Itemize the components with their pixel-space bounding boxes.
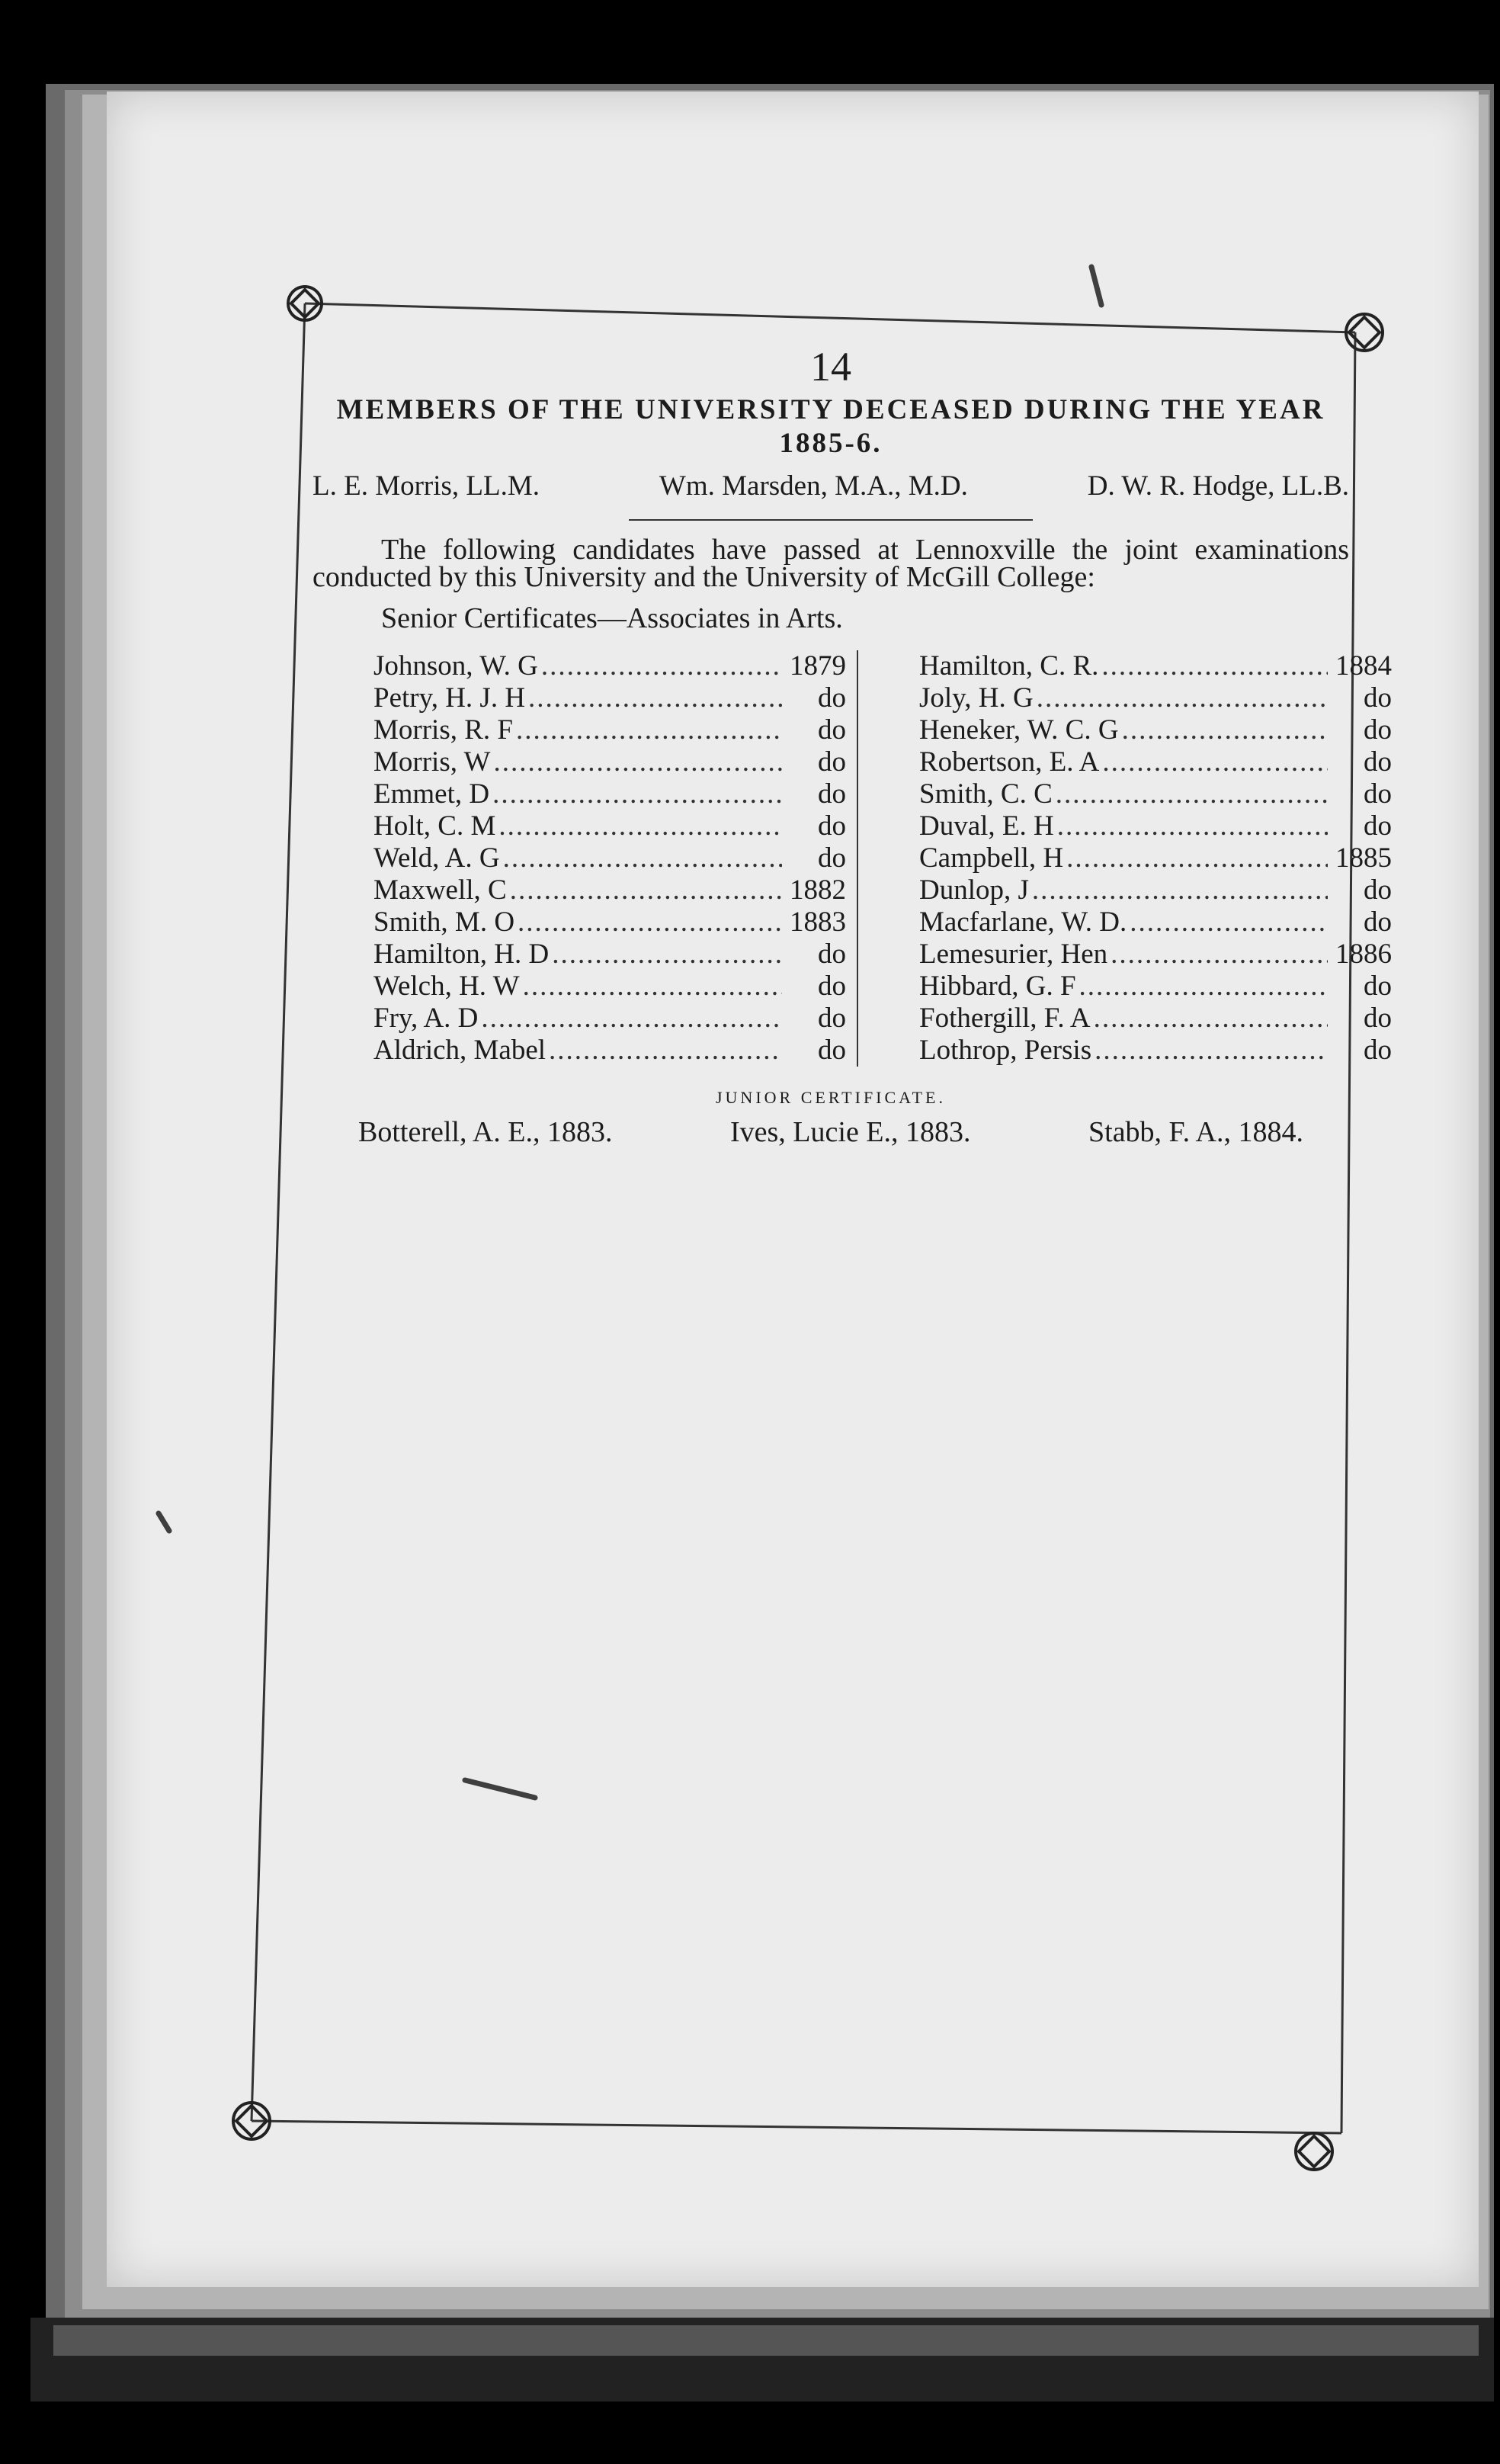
- list-item: Heneker, W. C. G ..... do: [919, 714, 1392, 746]
- list-item: Hibbard, G. F ..... do: [919, 971, 1392, 1003]
- senior-right-column: [858, 650, 1392, 1067]
- page-number: 14: [810, 344, 851, 390]
- list-item: Lemesurier, Hen ..... 1886: [919, 938, 1392, 971]
- list-item: Johnson, W. G ..... 1879: [373, 650, 846, 682]
- list-item: Holt, C. M ..... do: [373, 810, 846, 842]
- divider: [629, 519, 1033, 521]
- list-item: Robertson, E. A ..... do: [919, 746, 1392, 778]
- book-bottom-edge: [30, 2318, 1494, 2401]
- list-item: Dunlop, J ..... do: [919, 874, 1392, 906]
- list-item: Smith, C. C ..... do: [919, 778, 1392, 810]
- list-item: Emmet, D ..... do: [373, 778, 846, 810]
- list-item: Fry, A. D ..... do: [373, 1003, 846, 1035]
- list-item: Welch, H. W ..... do: [373, 971, 846, 1003]
- list-item: Botterell, A. E., 1883.: [358, 1116, 613, 1148]
- list-item: Stabb, F. A., 1884.: [1088, 1116, 1303, 1148]
- list-item: Lothrop, Persis ..... do: [919, 1035, 1392, 1067]
- list-item: Ives, Lucie E., 1883.: [730, 1116, 971, 1148]
- page-title: MEMBERS OF THE UNIVERSITY DECEASED DURING THE YEAR 1885-6.: [336, 394, 1325, 459]
- junior-certificate-list: [312, 1115, 1349, 1149]
- senior-certificates-heading: Senior Certificates—Associates in Arts.: [381, 602, 843, 634]
- list-item: Duval, E. H ..... do: [919, 810, 1392, 842]
- deceased-name: D. W. R. Hodge, LL.B.: [1087, 470, 1349, 502]
- senior-left-column: [312, 650, 858, 1067]
- intro-paragraph: The following candidates have passed at Lennoxville the joint examinations conducted by this University and the University of McGill College:: [312, 534, 1349, 593]
- deceased-name: Wm. Marsden, M.A., M.D.: [659, 470, 968, 502]
- senior-certificates-table: [312, 650, 1392, 1067]
- deceased-name: L. E. Morris, LL.M.: [312, 470, 540, 502]
- page-content: [312, 343, 1392, 1149]
- list-item: Morris, R. F ..... do: [373, 714, 846, 746]
- list-item: Aldrich, Mabel ..... do: [373, 1035, 846, 1067]
- deceased-list: [312, 470, 1349, 502]
- list-item: Macfarlane, W. D. ..... do: [919, 906, 1392, 938]
- list-item: Smith, M. O ..... 1883: [373, 906, 846, 938]
- list-item: Weld, A. G ..... do: [373, 842, 846, 874]
- list-item: Hamilton, C. R. ..... 1884: [919, 650, 1392, 682]
- list-item: Petry, H. J. H ..... do: [373, 682, 846, 714]
- list-item: Fothergill, F. A ..... do: [919, 1003, 1392, 1035]
- list-item: Campbell, H ..... 1885: [919, 842, 1392, 874]
- list-item: Joly, H. G ..... do: [919, 682, 1392, 714]
- list-item: Morris, W ..... do: [373, 746, 846, 778]
- list-item: Maxwell, C ..... 1882: [373, 874, 846, 906]
- junior-certificate-heading: JUNIOR CERTIFICATE.: [715, 1088, 946, 1107]
- list-item: Hamilton, H. D ..... do: [373, 938, 846, 971]
